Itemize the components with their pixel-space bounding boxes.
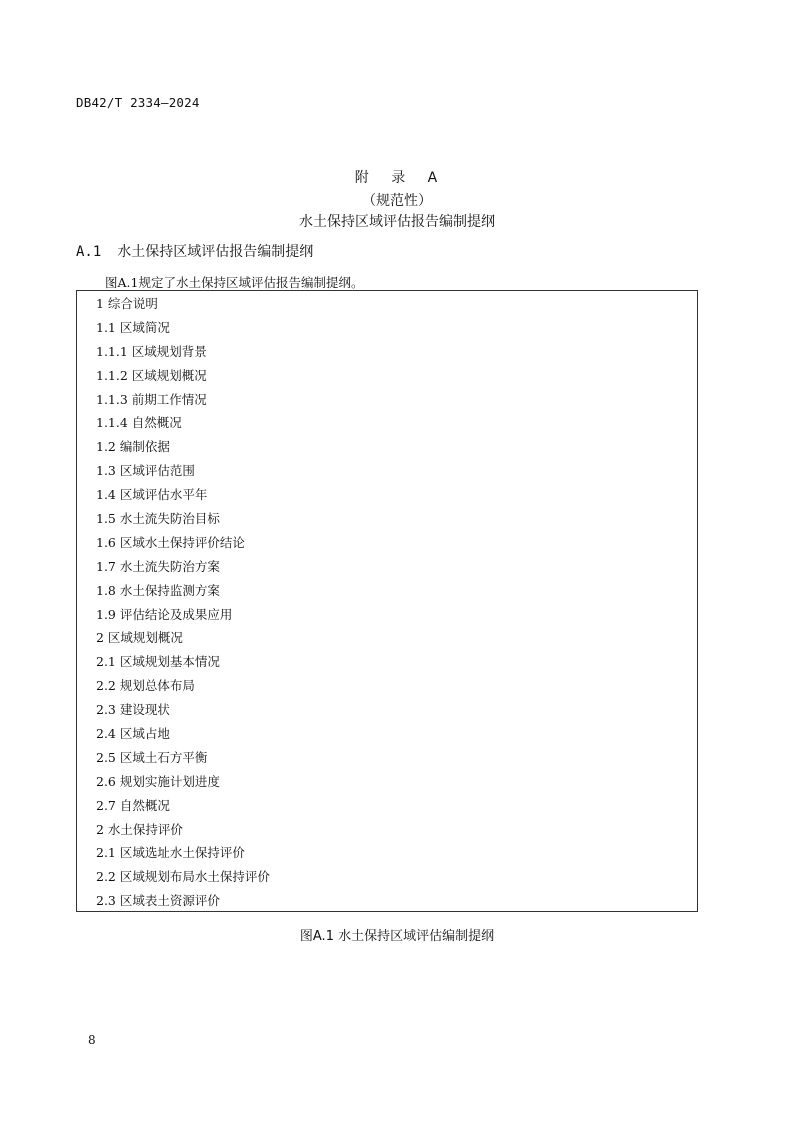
outline-item: 1.4 区域评估水平年 xyxy=(96,487,208,503)
outline-item: 2.2 规划总体布局 xyxy=(96,678,195,694)
outline-item: 1.7 水土流失防治方案 xyxy=(96,558,220,574)
appendix-title: 水土保持区域评估报告编制提纲 xyxy=(299,214,495,230)
outline-item: 2.7 自然概况 xyxy=(96,797,170,813)
outline-item: 2.3 建设现状 xyxy=(96,702,170,718)
outline-item: 1.5 水土流失防治目标 xyxy=(96,511,220,527)
appendix-label: 附 录 A xyxy=(354,170,440,186)
figure-caption: 图A.1 水土保持区域评估编制提纲 xyxy=(299,929,495,944)
outline-item: 1.9 评估结论及成果应用 xyxy=(96,606,233,622)
outline-item: 1.6 区域水土保持评价结论 xyxy=(96,534,245,550)
outline-item: 1.1.4 自然概况 xyxy=(96,415,182,431)
outline-list xyxy=(96,294,270,915)
outline-item: 2.5 区域土石方平衡 xyxy=(96,749,208,765)
section-heading xyxy=(76,241,313,261)
outline-item: 2 区域规划概况 xyxy=(96,630,183,646)
section-title: 水土保持区域评估报告编制提纲 xyxy=(117,244,314,260)
outline-item: 1.1.1 区域规划背景 xyxy=(96,343,207,359)
section-number: A.1 xyxy=(76,244,102,260)
appendix-type: （规范性） xyxy=(362,193,432,209)
page-number: 8 xyxy=(88,1033,96,1047)
outline-item: 2.4 区域占地 xyxy=(96,726,170,742)
outline-item: 2.1 区域选址水土保持评价 xyxy=(96,845,245,861)
outline-item: 2 水土保持评价 xyxy=(96,821,183,837)
outline-item: 1.1.2 区域规划概况 xyxy=(96,367,207,383)
outline-item: 1.3 区域评估范围 xyxy=(96,463,195,479)
outline-item: 2.6 规划实施计划进度 xyxy=(96,773,220,789)
document-code: DB42/T 2334—2024 xyxy=(76,95,200,110)
intro-paragraph: 图A.1规定了水土保持区域评估报告编制提纲。 xyxy=(105,275,364,290)
outline-item: 2.2 区域规划布局水土保持评价 xyxy=(96,869,270,885)
outline-item: 1.1 区域简况 xyxy=(96,319,170,335)
outline-item: 1.1.3 前期工作情况 xyxy=(96,391,207,407)
outline-item: 1.2 编制依据 xyxy=(96,439,170,455)
outline-item: 2.1 区域规划基本情况 xyxy=(96,654,220,670)
outline-item: 1.8 水土保持监测方案 xyxy=(96,582,220,598)
outline-item: 2.3 区域表土资源评价 xyxy=(96,893,220,909)
outline-item: 1 综合说明 xyxy=(96,296,158,311)
